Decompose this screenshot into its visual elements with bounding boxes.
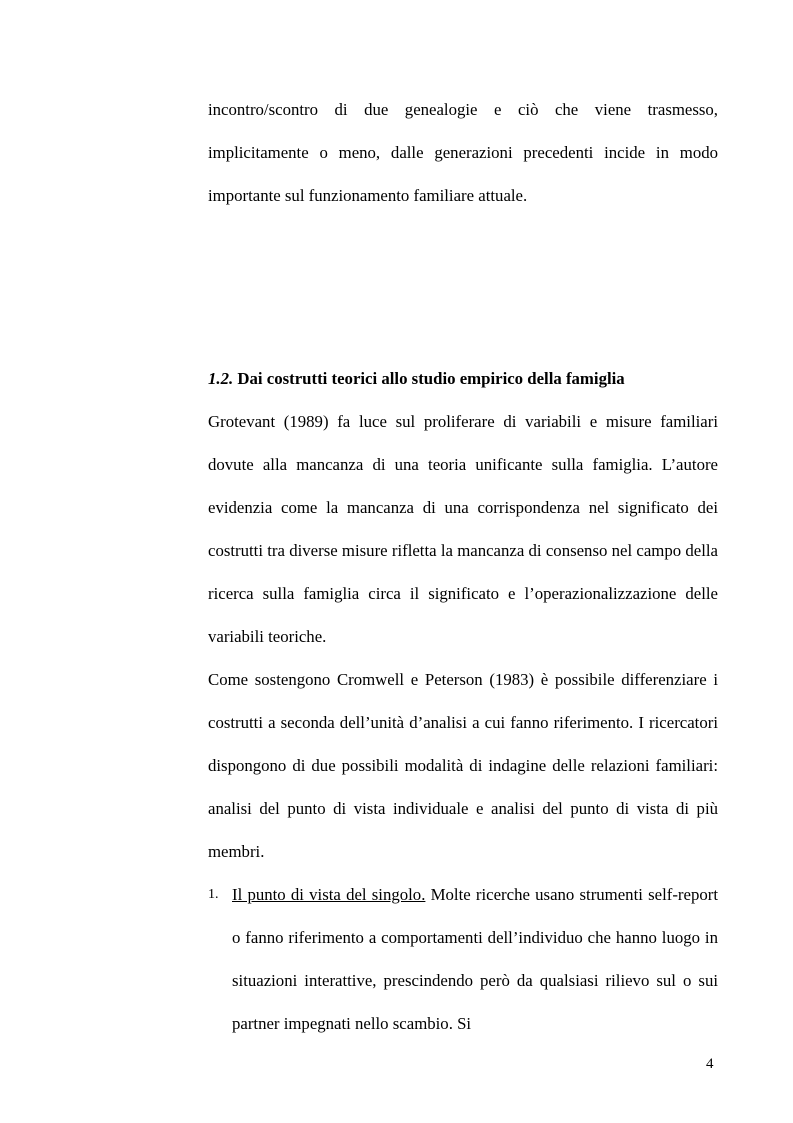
- list-item-heading: Il punto di vista del singolo.: [232, 885, 426, 904]
- body-paragraph: Grotevant (1989) fa luce sul proliferare di variabili e misure familiari dovute alla mancanza di una teoria unificante sulla famiglia. L’autore evidenzia come la mancanza di una corrispondenza nel significato dei costrutti tra diverse misure rifletta la mancanza di consenso nel campo della ricerca sulla famiglia circa il significato e l’operazionalizzazione delle variabili teoriche.: [208, 412, 718, 646]
- list-marker: 1.: [208, 887, 219, 902]
- intro-paragraph: incontro/scontro di due genealogie e ciò che viene trasmesso, implicitamente o meno, dalle generazioni precedenti incide in modo importante sul funzionamento familiare attuale.: [208, 100, 718, 205]
- page-number: 4: [706, 1056, 714, 1072]
- section-title: Dai costrutti teorici allo studio empirico della famiglia: [237, 369, 625, 388]
- list-item-text: Molte ricerche usano strumenti self-report o fanno riferimento a comportamenti dell’individuo che hanno luogo in situazioni interattive, prescindendo però da qualsiasi rilievo sul o sui partner impegnati nello scambio. Si: [232, 885, 718, 1033]
- section-heading: [208, 357, 718, 400]
- section-number: 1.2.: [208, 369, 234, 388]
- list-item: [208, 873, 718, 1045]
- body-paragraph: Come sostengono Cromwell e Peterson (1983) è possibile differenziare i costrutti a seconda dell’unità d’analisi a cui fanno riferimento. I ricercatori dispongono di due possibili modalità di indagine delle relazioni familiari: analisi del punto di vista individuale e analisi del punto di vista di più membri.: [208, 670, 718, 861]
- page-content: [208, 88, 718, 1045]
- section-spacer: [208, 217, 718, 357]
- numbered-list: [208, 873, 718, 1045]
